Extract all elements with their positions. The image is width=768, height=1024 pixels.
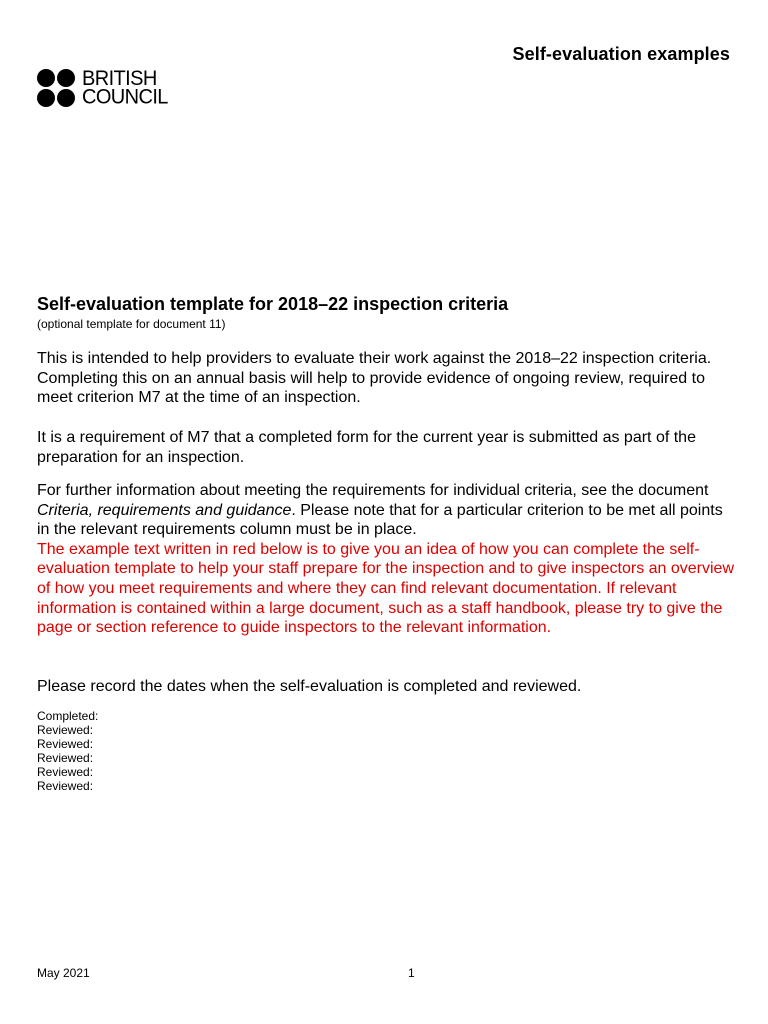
date-reviewed-label: Reviewed:	[37, 779, 94, 793]
document-reference: Criteria, requirements and guidance	[37, 501, 292, 519]
paragraph-further-info	[37, 481, 737, 638]
document-subtitle: (optional template for document 11)	[37, 317, 226, 331]
paragraph-further-info-end: . Please note that for a particular criterion to be met all points in the relevant requirements column must be in place.	[37, 501, 723, 539]
logo-line-1: BRITISH	[82, 67, 157, 91]
date-reviewed-label: Reviewed:	[37, 737, 94, 751]
logo-line-2: COUNCIL	[82, 85, 168, 109]
logo-dots-icon	[37, 69, 75, 107]
dates-list	[37, 709, 98, 793]
paragraph-requirement: It is a requirement of M7 that a completed form for the current year is submitted as part of the preparation for an inspection.	[37, 429, 696, 466]
footer-page-number: 1	[408, 966, 415, 980]
british-council-logo	[37, 69, 168, 107]
date-completed-label: Completed:	[37, 709, 99, 723]
paragraph-record-dates: Please record the dates when the self-evaluation is completed and reviewed.	[37, 678, 582, 695]
date-reviewed-label: Reviewed:	[37, 723, 94, 737]
logo-wordmark	[82, 69, 168, 107]
red-example-note: The example text written in red below is to give you an idea of how you can complete the self-evaluation template to help your staff prepare for the inspection and to give inspectors an overview of how you meet requirements and where they can find relevant documentation. If relevant information is contained within a large document, such as a staff handbook, please try to give the page or section reference to guide inspectors to the relevant information.	[37, 540, 735, 637]
paragraph-intro: This is intended to help providers to evaluate their work against the 2018–22 inspection criteria. Completing this on an annual basis will help to provide evidence of ongoing review, required to meet criterion M7 at the time of an inspection.	[37, 350, 712, 407]
footer-date: May 2021	[37, 966, 90, 980]
date-reviewed-label: Reviewed:	[37, 751, 94, 765]
document-title: Self-evaluation template for 2018–22 inspection criteria	[37, 294, 509, 314]
paragraph-further-info-start: For further information about meeting the requirements for individual criteria, see the document	[37, 482, 709, 499]
header-title: Self-evaluation examples	[512, 44, 730, 64]
date-reviewed-label: Reviewed:	[37, 765, 94, 779]
